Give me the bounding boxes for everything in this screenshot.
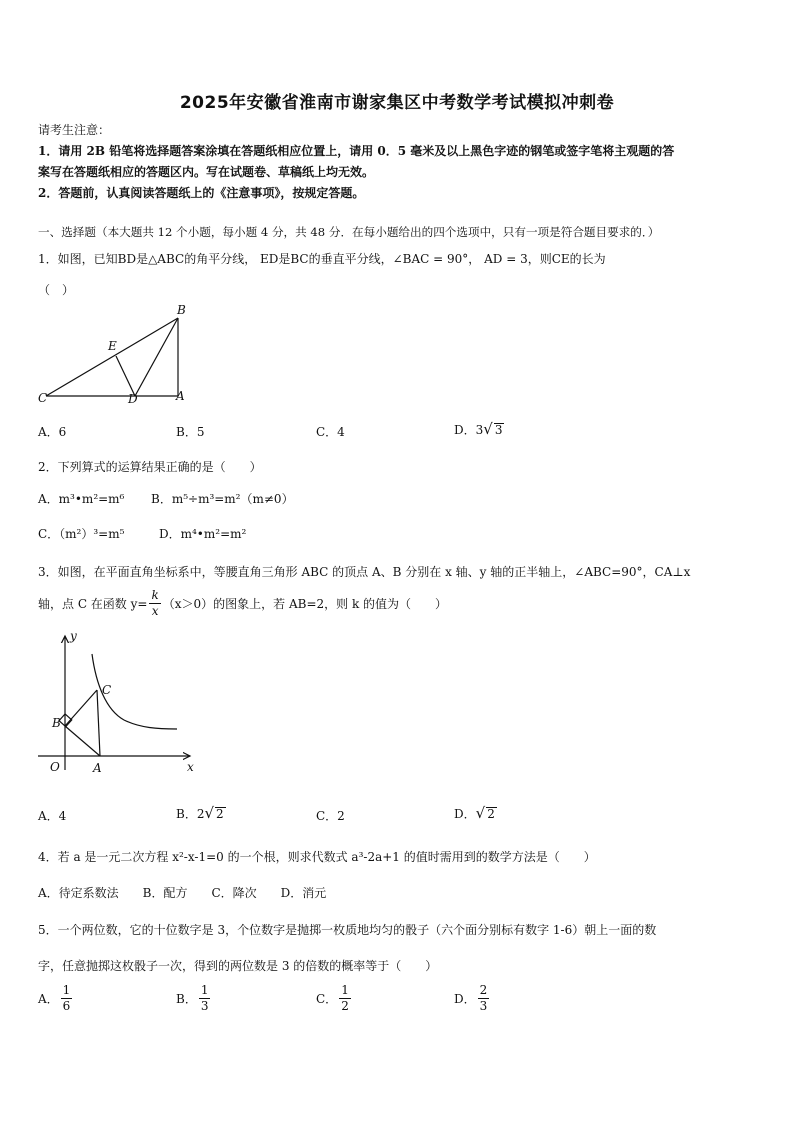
question-1-option-c[interactable]: C．4	[316, 425, 345, 439]
label-e: E	[108, 339, 117, 353]
option-b-fraction	[199, 983, 211, 1014]
option-d-radicand: 2	[487, 807, 495, 821]
question-3-coordinate-figure	[32, 630, 202, 776]
question-4-text: 4．若 a 是一元二次方程 x²-x-1=0 的一个根，则求代数式 a³-2a+1 的值时需用到的数学方法是（ ）	[38, 850, 596, 864]
fraction-numerator: 1	[62, 983, 71, 997]
question-3-line-2-end: （x＞0）的图象上，若 AB=2，则 k 的值为（ ）	[162, 597, 448, 611]
question-2-text: 2．下列算式的运算结果正确的是（ ）	[38, 460, 262, 474]
segment-ca	[97, 690, 100, 756]
question-2-option-a[interactable]: A．m³•m²=m⁶	[38, 492, 125, 506]
label-a: A	[176, 389, 185, 403]
option-c-fraction	[339, 983, 351, 1014]
point-label-b: B	[52, 716, 61, 730]
fraction-numerator: k	[151, 588, 159, 602]
option-c-label: C．	[316, 992, 338, 1006]
question-1-text: 1．如图，已知BD是△ABC的角平分线， ED是BC的垂直平分线，∠BAC = 90°， AD = 3，则CE的长为	[38, 252, 606, 266]
option-d-label: D．	[454, 807, 476, 821]
fraction-denominator: 3	[200, 999, 209, 1013]
option-b-radicand: 2	[216, 807, 224, 821]
question-2-option-d[interactable]: D．m⁴•m²=m²	[159, 527, 247, 541]
origin-label-o: O	[50, 760, 60, 774]
option-d-fraction	[478, 983, 490, 1014]
fraction-numerator: 1	[200, 983, 209, 997]
label-d: D	[128, 392, 138, 406]
question-1-option-d[interactable]	[454, 420, 504, 438]
segment-cb	[46, 318, 178, 396]
exam-title: 2025年安徽省淮南市谢家集区中考数学考试模拟冲刺卷	[179, 93, 615, 113]
question-3-option-d[interactable]	[454, 804, 497, 822]
notice-item-1-line-2: 案写在答题纸相应的答题区内。写在试题卷、草稿纸上均无效。	[38, 165, 375, 179]
option-b-text: B．2	[176, 807, 205, 821]
question-3-line-2	[38, 588, 447, 619]
question-5-option-d[interactable]	[454, 983, 491, 1014]
question-5-option-a[interactable]	[38, 983, 74, 1014]
question-5-option-c[interactable]	[316, 983, 353, 1014]
label-c: C	[38, 391, 48, 405]
option-a-fraction	[61, 983, 73, 1014]
notice-item-1-line-1: 1．请用 2B 铅笔将选择题答案涂填在答题纸相应位置上，请用 0．5 毫米及以上黑色字迹的钢笔或签字笔将主观题的答	[38, 144, 675, 158]
segment-bc	[65, 690, 97, 726]
notice-item-2: 2．答题前，认真阅读答题纸上的《注意事项》，按规定答题。	[38, 186, 365, 200]
fraction-denominator: 6	[62, 999, 71, 1013]
label-b: B	[177, 303, 186, 317]
question-5-option-b[interactable]	[176, 983, 212, 1014]
point-label-a: A	[93, 761, 102, 775]
section-1-heading: 一、选择题（本大题共 12 个小题，每小题 4 分，共 48 分．在每小题给出的四个选项中，只有一项是符合题目要求的．）	[38, 225, 660, 239]
question-3-line-2-start: 轴，点 C 在函数 y=	[38, 597, 148, 611]
question-2-option-c[interactable]: C．（m²）³=m⁵	[38, 527, 125, 541]
fraction-denominator: x	[151, 604, 159, 618]
question-4-options[interactable]: A．待定系数法 B．配方 C．降次 D．消元	[38, 886, 327, 900]
question-3-option-c[interactable]: C．2	[316, 809, 345, 823]
axis-label-y: y	[70, 630, 77, 643]
question-3-option-b[interactable]	[176, 804, 226, 822]
question-1-triangle-figure	[34, 300, 204, 412]
question-1-option-a[interactable]: A．6	[38, 425, 67, 439]
fraction-denominator: 3	[479, 999, 488, 1013]
question-3-option-a[interactable]: A．4	[38, 809, 67, 823]
radical-sign-icon: √	[204, 804, 215, 822]
segment-ed	[116, 356, 135, 396]
option-d-label: D．	[454, 423, 476, 437]
fraction-numerator: 1	[341, 983, 349, 997]
question-5-line-1: 5．一个两位数，它的十位数字是 3，个位数字是抛掷一枚质地均匀的骰子（六个面分别标有数字 1-6）朝上一面的数	[38, 923, 657, 937]
question-3-line-1: 3．如图，在平面直角坐标系中，等腰直角三角形 ABC 的顶点 A、B 分别在 x 轴、y 轴的正半轴上，∠ABC=90°，CA⊥x	[38, 565, 691, 579]
question-1-paren: （ ）	[38, 283, 75, 297]
segment-ba	[65, 726, 100, 756]
option-b-label: B．	[176, 992, 197, 1006]
question-5-line-2: 字，任意抛掷这枚骰子一次，得到的两位数是 3 的倍数的概率等于（ ）	[38, 959, 438, 973]
fraction-numerator: 2	[479, 983, 488, 997]
point-label-c: C	[102, 683, 112, 697]
option-d-label: D．	[454, 992, 476, 1006]
fraction-denominator: 2	[341, 999, 349, 1013]
function-fraction	[149, 588, 160, 619]
option-d-coefficient: 3	[475, 423, 484, 437]
option-d-radicand: 3	[494, 423, 503, 437]
radical-sign-icon: √	[475, 804, 486, 822]
question-2-option-b[interactable]: B．m⁵÷m³=m²（m≠0）	[151, 492, 294, 506]
radical-sign-icon: √	[483, 420, 493, 438]
segment-bd	[135, 318, 178, 396]
axis-label-x: x	[187, 760, 194, 774]
question-1-option-b[interactable]: B．5	[176, 425, 205, 439]
option-a-label: A．	[38, 992, 59, 1006]
notice-heading: 请考生注意：	[38, 123, 111, 137]
